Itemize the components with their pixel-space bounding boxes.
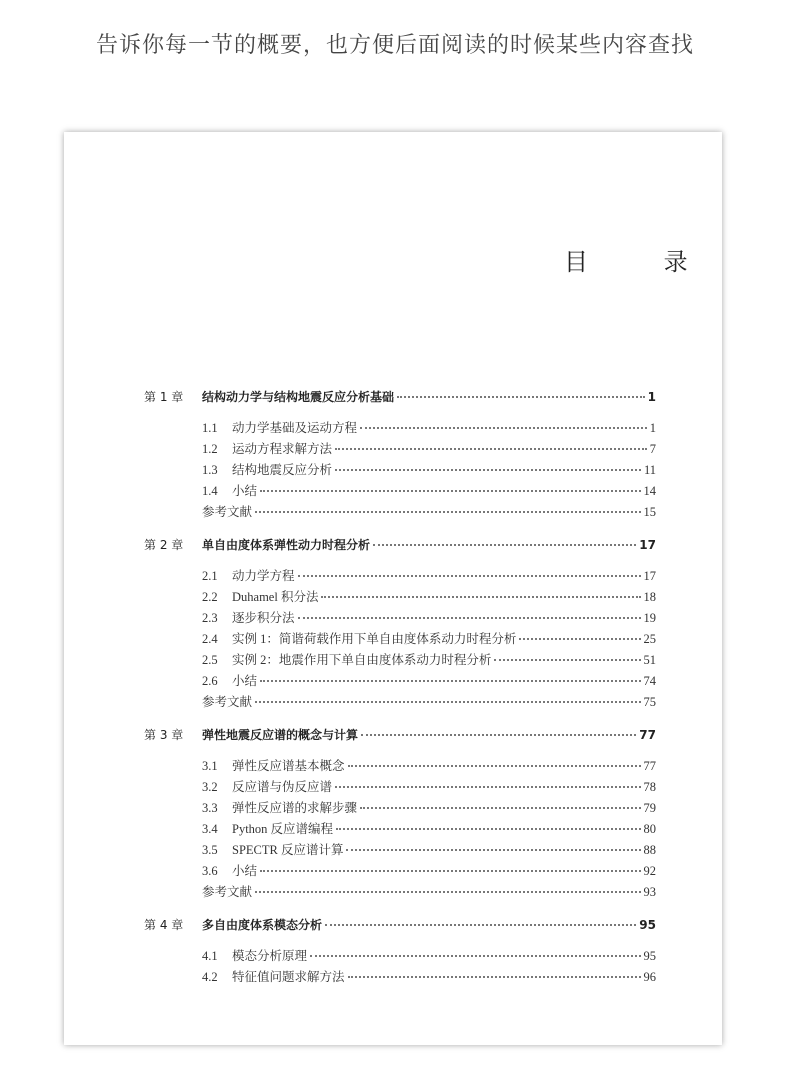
dot-leader (348, 765, 641, 767)
book-page (64, 132, 722, 1045)
entry-number: 2.2 (202, 590, 218, 604)
entry-title: 模态分析原理 (232, 949, 308, 963)
entry-page-number: 18 (643, 590, 656, 604)
toc-section-entry[interactable] (144, 439, 656, 460)
entry-page-number: 1 (647, 390, 656, 404)
entry-page-number: 96 (643, 970, 656, 984)
entry-page-number: 95 (639, 918, 656, 932)
dot-leader (519, 638, 640, 640)
entry-number: 1.4 (202, 484, 218, 498)
toc-section-entry[interactable] (144, 777, 656, 798)
dot-leader (335, 786, 640, 788)
toc-chapter-entry[interactable] (144, 916, 656, 937)
promo-caption: 告诉你每一节的概要，也方便后面阅读的时候某些内容查找 (95, 33, 694, 58)
entry-number: 4.2 (202, 970, 218, 984)
entry-page-number: 17 (643, 569, 656, 583)
entry-page-number: 92 (643, 864, 656, 878)
toc-section-entry[interactable] (144, 481, 656, 502)
entry-title: 单自由度体系弹性动力时程分析 (202, 538, 371, 552)
dot-leader (255, 891, 640, 893)
toc-section-entry[interactable] (144, 840, 656, 861)
entry-title: 结构动力学与结构地震反应分析基础 (202, 390, 395, 404)
toc-section-entry[interactable] (144, 798, 656, 819)
entry-number: 3.3 (202, 801, 218, 815)
dot-leader (348, 976, 641, 978)
entry-page-number: 93 (643, 885, 656, 899)
dot-leader (260, 680, 640, 682)
toc-section-entry[interactable] (144, 861, 656, 882)
toc-section-entry[interactable] (144, 967, 656, 988)
entry-number: 2.5 (202, 653, 218, 667)
entry-title: 动力学方程 (232, 569, 295, 583)
dot-leader (336, 828, 640, 830)
entry-number: 1.3 (202, 463, 218, 477)
entry-title: 逐步积分法 (232, 611, 295, 625)
entry-number: 2.6 (202, 674, 218, 688)
dot-leader (361, 734, 636, 736)
toc-chapter-entry[interactable] (144, 388, 656, 409)
dot-leader (255, 511, 640, 513)
entry-title: 参考文献 (202, 885, 253, 899)
entry-page-number: 17 (639, 538, 656, 552)
entry-number: 2.4 (202, 632, 218, 646)
toc-references-entry[interactable] (144, 502, 656, 523)
dot-leader (360, 807, 640, 809)
dot-leader (397, 396, 645, 398)
toc-section-entry[interactable] (144, 671, 656, 692)
entry-title: Duhamel 积分法 (232, 590, 319, 604)
toc-section-entry[interactable] (144, 756, 656, 777)
table-of-contents (144, 388, 656, 988)
entry-number: 第 3 章 (144, 728, 184, 742)
entry-number: 2.1 (202, 569, 218, 583)
entry-page-number: 51 (643, 653, 656, 667)
toc-section-entry[interactable] (144, 629, 656, 650)
entry-title: 结构地震反应分析 (232, 463, 333, 477)
page-title: 目 录 (564, 248, 722, 276)
entry-title: 小结 (232, 484, 258, 498)
dot-leader (325, 924, 636, 926)
toc-chapter-entry[interactable] (144, 726, 656, 747)
entry-title: 实例 2：地震作用下单自由度体系动力时程分析 (232, 653, 492, 667)
dot-leader (494, 659, 640, 661)
dot-leader (335, 469, 641, 471)
toc-section-entry[interactable] (144, 608, 656, 629)
dot-leader (335, 448, 647, 450)
entry-number: 3.1 (202, 759, 218, 773)
dot-leader (255, 701, 640, 703)
dot-leader (260, 490, 640, 492)
entry-number: 3.2 (202, 780, 218, 794)
toc-references-entry[interactable] (144, 882, 656, 903)
entry-page-number: 95 (643, 949, 656, 963)
entry-page-number: 75 (643, 695, 656, 709)
entry-number: 第 4 章 (144, 918, 184, 932)
toc-chapter-entry[interactable] (144, 536, 656, 557)
entry-number: 3.5 (202, 843, 218, 857)
dot-leader (346, 849, 640, 851)
dot-leader (298, 575, 641, 577)
toc-references-entry[interactable] (144, 692, 656, 713)
entry-title: 参考文献 (202, 505, 253, 519)
entry-page-number: 15 (643, 505, 656, 519)
toc-section-entry[interactable] (144, 946, 656, 967)
entry-page-number: 77 (639, 728, 656, 742)
entry-title: 小结 (232, 864, 258, 878)
entry-title: 动力学基础及运动方程 (232, 421, 358, 435)
entry-title: 运动方程求解方法 (232, 442, 333, 456)
entry-title: SPECTR 反应谱计算 (232, 843, 344, 857)
entry-number: 3.4 (202, 822, 218, 836)
entry-title: 小结 (232, 674, 258, 688)
entry-page-number: 80 (643, 822, 656, 836)
toc-section-entry[interactable] (144, 650, 656, 671)
entry-page-number: 19 (643, 611, 656, 625)
entry-page-number: 14 (643, 484, 656, 498)
entry-page-number: 74 (643, 674, 656, 688)
toc-section-entry[interactable] (144, 587, 656, 608)
entry-number: 2.3 (202, 611, 218, 625)
entry-number: 第 1 章 (144, 390, 184, 404)
toc-section-entry[interactable] (144, 819, 656, 840)
entry-title: 参考文献 (202, 695, 253, 709)
entry-page-number: 25 (643, 632, 656, 646)
entry-page-number: 78 (643, 780, 656, 794)
entry-title: Python 反应谱编程 (232, 822, 334, 836)
entry-title: 弹性反应谱的求解步骤 (232, 801, 358, 815)
entry-title: 实例 1：简谐荷载作用下单自由度体系动力时程分析 (232, 632, 517, 646)
entry-number: 4.1 (202, 949, 218, 963)
dot-leader (310, 955, 640, 957)
dot-leader (298, 617, 641, 619)
entry-number: 第 2 章 (144, 538, 184, 552)
entry-title: 弹性地震反应谱的概念与计算 (202, 728, 359, 742)
entry-page-number: 79 (643, 801, 656, 815)
entry-page-number: 7 (649, 442, 656, 456)
entry-number: 1.2 (202, 442, 218, 456)
toc-section-entry[interactable] (144, 418, 656, 439)
dot-leader (360, 427, 647, 429)
entry-page-number: 77 (643, 759, 656, 773)
toc-section-entry[interactable] (144, 566, 656, 587)
entry-title: 特征值问题求解方法 (232, 970, 345, 984)
entry-page-number: 1 (649, 421, 656, 435)
dot-leader (260, 870, 640, 872)
entry-page-number: 88 (643, 843, 656, 857)
dot-leader (321, 596, 640, 598)
dot-leader (373, 544, 636, 546)
entry-title: 弹性反应谱基本概念 (232, 759, 345, 773)
entry-number: 3.6 (202, 864, 218, 878)
entry-title: 反应谱与伪反应谱 (232, 780, 333, 794)
entry-title: 多自由度体系模态分析 (202, 918, 323, 932)
toc-section-entry[interactable] (144, 460, 656, 481)
entry-page-number: 11 (643, 463, 656, 477)
entry-number: 1.1 (202, 421, 218, 435)
